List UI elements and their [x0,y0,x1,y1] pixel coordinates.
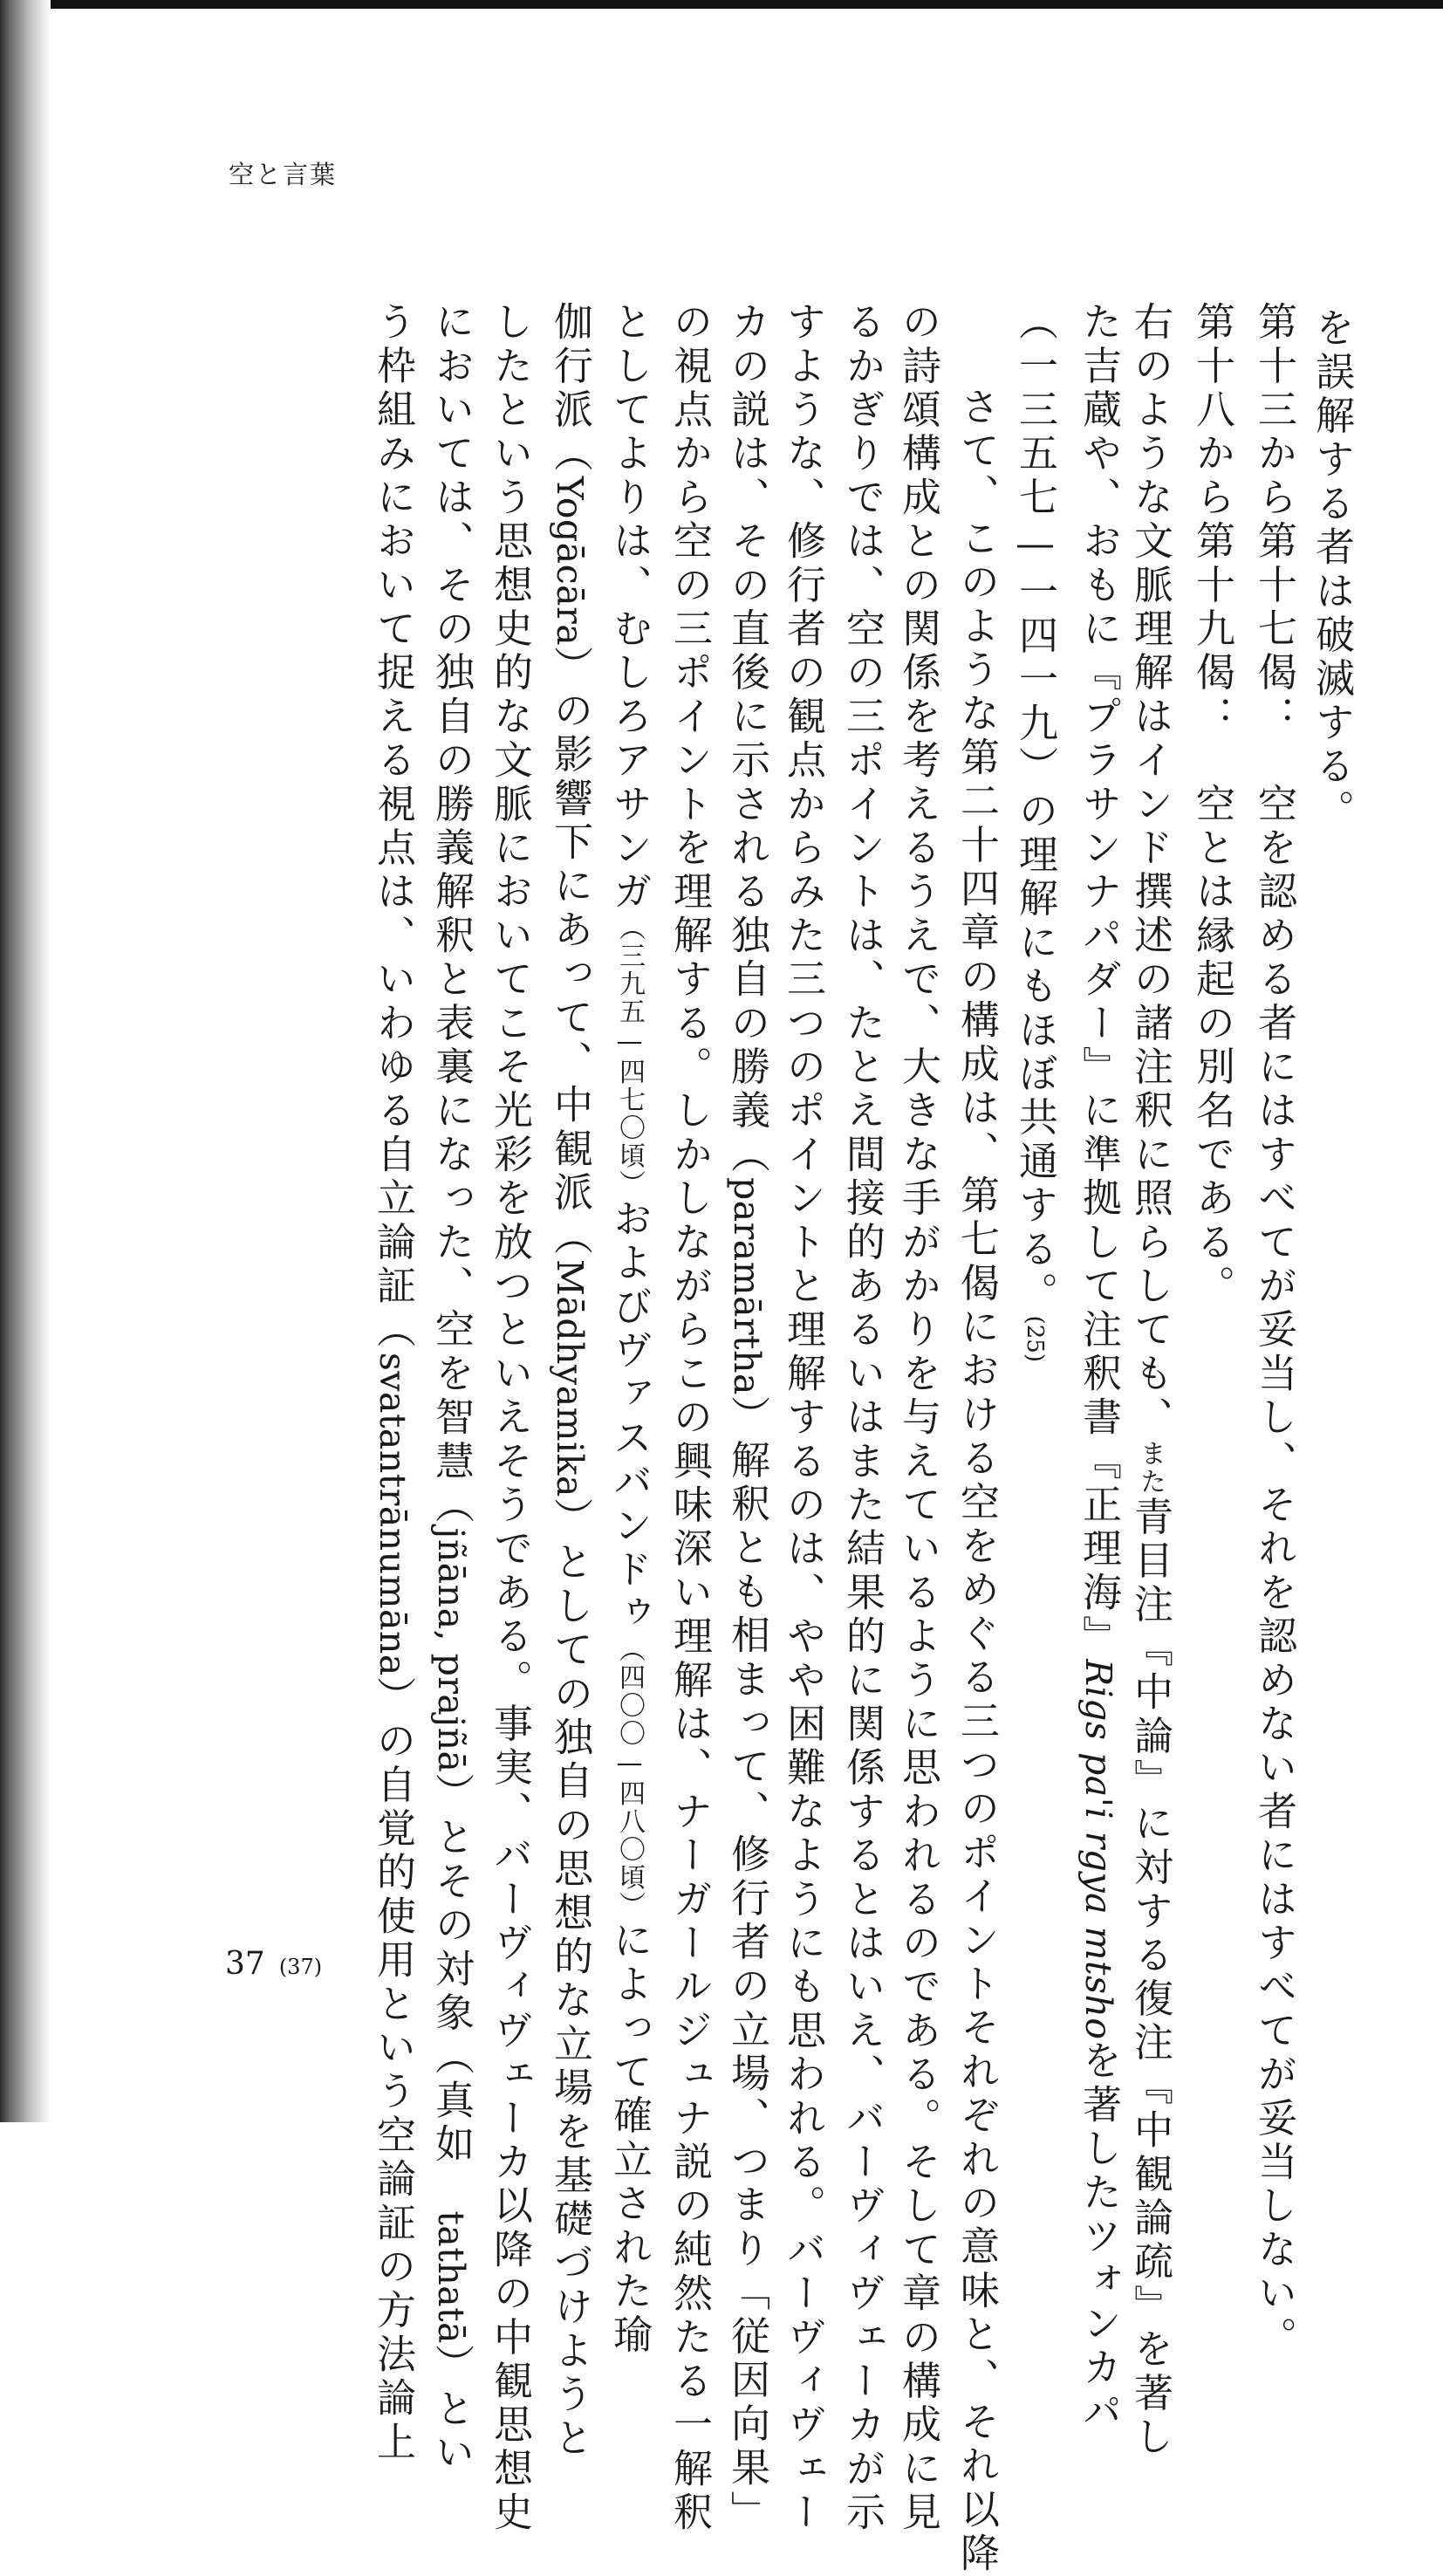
text-column [1012,301,1057,1362]
text-run: すような、修行者の観点からみた三つのポイントと理解するのは、やや困難なようにも思われる。バーヴィヴェー [780,301,826,2536]
text-column [1127,301,1173,2460]
text-run: ）の影響下にあって、中観派（ [547,646,593,1259]
text-column [954,342,999,2576]
text-column [487,301,532,2535]
text-column [370,301,415,2464]
text-run: したという思想史的な文脈においてこそ光彩を放つといえそうである。事実、バーヴィヴェーカ以降の中観思想史 [487,301,533,2536]
text-run: を著したツォンカパ [1076,2039,1122,2435]
text-run: ）解釈とも相まって、修行者の立場、つまり「従因向果」 [724,1394,770,2535]
text-run: としてよりは、むしろアサンガ [606,301,653,915]
page-number-value: 37 [225,1946,265,1982]
text-run: （一三五七—一四一九）の理解にもほぼ共通する。 [1012,301,1058,1316]
text-run: によって確立された瑜 [606,1919,653,2358]
text-column [1076,301,1121,2434]
scan-top-border [0,0,1443,9]
text-run: カの説は、その直後に示される独自の勝義（ [724,301,770,1177]
text-run: ）とい [428,2344,475,2476]
text-run: の詩頌構成との関係を考えるうえで、大きな手がかりを与えているように思われるのである。そして章の構成に見 [895,301,941,2536]
romanized-term: Yogācāra [549,476,591,647]
text-column [724,301,769,2534]
text-column [895,301,940,2535]
romanized-term: (25) [1022,1315,1048,1362]
text-column [1309,307,1354,832]
inline-note: また [1135,1440,1166,1497]
text-run: るかぎりでは、空の三ポイントは、たとえ間接的あるいはまた結果的に関係するとはいえ、バーヴィヴェーカが示 [839,301,886,2536]
text-column [667,301,712,2535]
romanized-term: Rigs pa'i rgya mtsho [1077,1659,1119,2040]
text-run: ）としての独自の思想的な立場を基礎づけようと [547,1497,593,2462]
text-run: 青目注『中論』に対する復注『中観論疏』を著し [1127,1496,1173,2460]
romanized-term: tathatā [430,2210,472,2345]
page-number-parenthetical: (37) [278,1955,323,1979]
text-column [839,301,885,2535]
romanized-term: Mādhyamika [549,1258,591,1497]
page-number [225,1946,322,1982]
text-run: およびヴァスバンドゥ [606,1197,653,1636]
romanized-term: svatantrānumāna [372,1352,414,1676]
text-column [547,301,592,2461]
text-run: を誤解する者は破滅する。 [1309,307,1355,833]
romanized-term: jñāna, prajñā [430,1527,472,1773]
inline-note: （三九五—四七〇頃） [614,914,645,1198]
text-column [606,301,652,2358]
text-run: 右のような文脈理解はインド撰述の諸注釈に照らしても、 [1127,301,1173,1441]
text-run: ）の自覚的使用という空論証の方法論上 [370,1675,416,2465]
text-run: 伽行派（ [547,301,593,476]
text-run: た吉蔵や、おもに『プラサンナパダー』に準拠して注釈書『正理海』 [1076,301,1122,1660]
scan-binding-shadow [0,0,51,2122]
text-run: 第十三から第十七偈： 空を認める者にはすべてが妥当し、それを認めない者にはすべてが妥当しない。 [1251,301,1297,2360]
running-head: 空と言葉 [229,160,338,189]
text-run: さて、このような第二十四章の構成は、第七偈における空をめぐる三つのポイントそれぞれの意味と、それ以降 [954,342,1000,2576]
text-column [1251,301,1296,2360]
text-column [780,301,825,2535]
inline-note: （四〇〇—四八〇頃） [614,1635,645,1920]
text-column [1189,301,1234,1309]
text-run: においては、その独自の勝義解釈と表裏になった、空を智慧（ [428,301,475,1528]
romanized-term: paramārtha [726,1177,768,1395]
text-column [428,301,474,2476]
text-run: の視点から空の三ポイントを理解する。しかしながらこの興味深い理解は、ナーガールジュナ説の純然たる一解釈 [667,301,713,2536]
text-run: 第十八から第十九偈： 空とは縁起の別名である。 [1189,301,1235,1309]
text-run: う枠組みにおいて捉える視点は、いわゆる自立論証（ [370,301,416,1353]
text-run: ）とその対象（真如 [428,1772,475,2211]
